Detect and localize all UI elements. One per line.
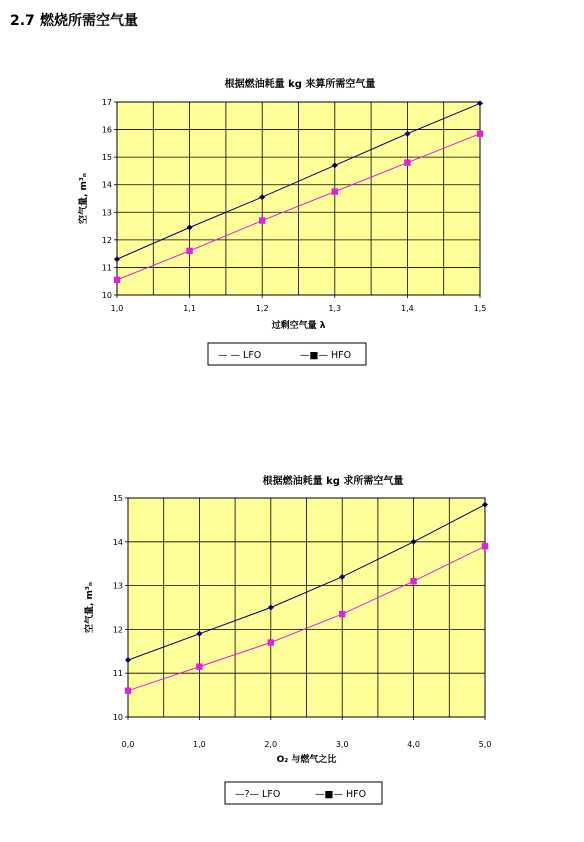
section-number: 2.7 <box>10 13 35 29</box>
y-axis-label: 空气量, m³ₙ <box>85 582 95 633</box>
data-point-hfo <box>332 188 338 194</box>
x-tick-label: 1,4 <box>401 304 414 313</box>
x-tick-label: 1,3 <box>328 304 342 313</box>
x-tick-label: 3,0 <box>335 740 349 749</box>
y-tick-label: 12 <box>101 235 112 245</box>
x-tick-label: 5,0 <box>478 740 492 749</box>
x-tick-label: 0,0 <box>121 740 135 749</box>
chart-title: 根据燃油耗量 kg 来算所需空气量 <box>224 79 376 90</box>
data-point-hfo <box>186 248 192 254</box>
data-point-hfo <box>477 131 483 137</box>
legend-entry: —■— HFO <box>315 789 367 800</box>
data-point-hfo <box>339 611 345 617</box>
y-tick-label: 14 <box>112 537 123 547</box>
x-tick-label: 1,1 <box>183 304 196 313</box>
y-tick-label: 10 <box>112 713 123 722</box>
y-tick-label: 11 <box>101 263 112 273</box>
data-point-hfo <box>404 159 410 165</box>
legend-entry: —■— HFO <box>300 350 352 361</box>
legend-entry: — — LFO <box>218 350 262 361</box>
y-tick-label: 16 <box>101 125 112 135</box>
x-axis-label: O₂ 与燃气之比 <box>276 755 337 765</box>
chart-title: 根据燃油耗量 kg 求所需空气量 <box>262 476 404 487</box>
data-point-hfo <box>259 217 265 223</box>
chart-o2-ratio <box>0 420 584 840</box>
y-tick-label: 14 <box>101 180 112 190</box>
x-tick-label: 1,5 <box>473 304 487 313</box>
y-tick-label: 10 <box>101 291 112 300</box>
x-tick-label: 1,0 <box>193 740 206 749</box>
y-tick-label: 17 <box>101 98 112 107</box>
section-title: 燃烧所需空气量 <box>40 13 138 29</box>
y-tick-label: 12 <box>112 625 123 635</box>
y-tick-label: 13 <box>112 581 123 591</box>
legend <box>225 782 382 804</box>
x-tick-label: 2,0 <box>264 740 278 749</box>
data-point-hfo <box>410 578 416 584</box>
x-tick-label: 1,2 <box>255 304 269 313</box>
data-point-hfo <box>125 688 131 694</box>
data-point-hfo <box>114 277 120 283</box>
legend-entry: —?— LFO <box>235 789 281 800</box>
legend <box>208 343 366 365</box>
data-point-hfo <box>196 663 202 669</box>
x-tick-label: 1,0 <box>110 304 124 313</box>
x-tick-label: 4,0 <box>407 740 420 749</box>
y-tick-label: 11 <box>112 669 123 679</box>
y-tick-label: 15 <box>112 494 123 503</box>
data-point-hfo <box>482 543 488 549</box>
x-axis-label: 过剩空气量 λ <box>271 321 326 331</box>
y-tick-label: 15 <box>101 153 112 163</box>
chart-excess-air <box>0 0 584 380</box>
y-axis-label: 空气量, m³ₙ <box>79 173 89 224</box>
y-tick-label: 13 <box>101 208 112 218</box>
data-point-hfo <box>268 639 274 645</box>
